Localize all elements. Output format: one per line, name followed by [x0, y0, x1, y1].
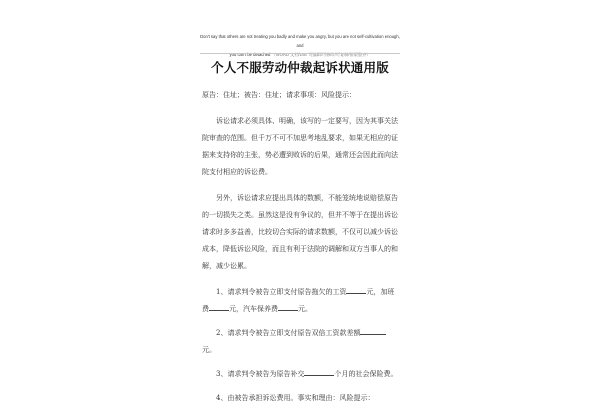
header-divider	[200, 53, 400, 54]
claim-3-text-b: 个月的社会保险费。	[334, 370, 398, 378]
blank-line	[278, 310, 298, 311]
claim-3-text-a: 3、请求判令被告为原告补交	[216, 370, 305, 378]
claim-2-text-b: 元。	[202, 346, 216, 354]
header-note-line2-text: you can't be detached	[229, 52, 271, 57]
claim-2	[202, 325, 398, 359]
header-note-line1: Don't say that others are not treating you badly and make you angry, but you are not self-cultivation enough, and	[200, 34, 400, 48]
watermark-text: （WORD 文档/Doc 可编辑/可修改/	[271, 52, 336, 57]
blank-line	[209, 310, 229, 311]
blank-line	[304, 375, 334, 376]
claim-3	[202, 366, 398, 383]
document-title: 个人不服劳动仲裁起诉状通用版	[211, 60, 389, 75]
document-body	[202, 87, 398, 407]
blank-line	[346, 293, 366, 294]
claim-1-text-a: 1、请求判令被告立即支付原告拖欠的工资	[216, 288, 347, 296]
claim-1-text-c: 元，汽车保养费	[229, 305, 278, 313]
claim-1	[202, 284, 398, 318]
claim-1-text-d: 元。	[298, 305, 312, 313]
watermark-text-2: 可复制/排版整齐）	[335, 52, 371, 57]
claim-4: 4、由被告承担诉讼费用。事实和理由：风险提示：	[216, 394, 375, 402]
blank-line	[360, 334, 386, 335]
paragraph-2: 另外，诉讼请求应提出具体的数额，不能笼统地说赔偿原告的一切损失之类。虽然这是没有争议的，但并不等于在提出诉讼请求时多多益善，比较切合实际的请求数额，不仅可以减少诉讼成本，降低诉讼风险，而且有利于法院的调解和双方当事人的和解，减少讼累。	[202, 194, 398, 270]
paragraph-1: 诉讼请求必须具体、明确，该写的一定要写，因为其事关法院审查的范围。但千万不可不加思考地乱要求，如果无相应的证据来支持你的主张，势必遭到败诉的后果，通常还会因此而向法院支付相应的诉讼费。	[202, 117, 398, 176]
claim-2-text-a: 2、请求判令被告立即支付原告双倍工资款差额	[216, 329, 361, 337]
claim-1-text-b: 元，加班费	[202, 288, 395, 313]
intro-line: 原告：住址；被告：住址；请求事项：风险提示：	[202, 91, 356, 99]
header-note	[200, 32, 400, 59]
